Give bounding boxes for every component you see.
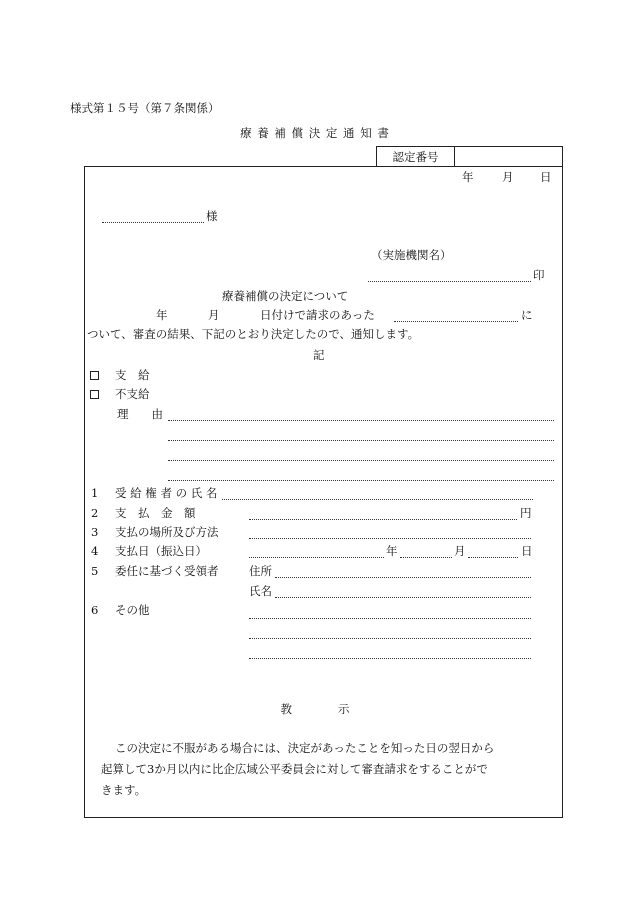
item-number: 6 [91,603,99,617]
item-number: 3 [91,525,99,539]
date-month: 月 [502,170,514,184]
date-year: 年 [462,170,474,184]
payment-date-day: 日 [521,544,533,558]
payment-date-month-field[interactable] [400,557,452,558]
item-label-recipient: 受 給 権 者 の 氏 名 [115,486,218,500]
pay-option-label: 支 給 [115,368,150,382]
reason-line-3[interactable] [168,460,554,461]
reason-line-4[interactable] [168,480,554,481]
other-line-1[interactable] [249,618,531,619]
proxy-address-label: 住所 [249,564,272,578]
subject-line: 療養補償の決定について [222,289,349,303]
cert-number-table [376,146,563,166]
item-number: 5 [91,564,99,578]
payment-date-day-field[interactable] [468,557,518,558]
body-month: 月 [208,308,220,322]
item-number: 4 [91,544,99,558]
payment-date-month: 月 [454,544,466,558]
instruction-heading: 教 示 [280,702,350,716]
reason-line-2[interactable] [168,440,554,441]
body-line1-end: に [521,308,533,322]
item-label-payment-method: 支払の場所及び方法 [115,525,219,539]
payment-method-field[interactable] [249,538,531,539]
document-title: 療 養 補 償 決 定 通 知 書 [240,126,390,140]
instruction-line-3: きます。 [101,783,147,797]
item-number: 1 [91,486,99,500]
instruction-line-2: 起算して3か月以内に比企広域公平委員会に対して審査請求をすることがで [101,762,488,776]
request-subject-field[interactable] [394,321,518,322]
pay-checkbox[interactable] [90,371,99,380]
proxy-name-label: 氏名 [249,584,272,598]
proxy-address-field[interactable] [275,577,531,578]
payment-date-year: 年 [386,544,398,558]
nopay-checkbox[interactable] [90,390,99,399]
ki-marker: 記 [313,348,325,362]
amount-field[interactable] [249,519,517,520]
item-label-proxy: 委任に基づく受領者 [115,564,219,578]
reason-label: 理 由 [117,407,163,421]
cert-number-label: 認定番号 [377,147,455,166]
item-number: 2 [91,506,99,520]
form-number: 様式第１５号（第７条関係） [70,101,220,115]
body-line2: ついて、審査の結果、下記のとおり決定したので、通知します。 [87,327,420,341]
item-label-other: その他 [115,603,150,617]
addressee-name-field[interactable] [102,222,204,223]
other-line-2[interactable] [249,638,531,639]
item-label-amount: 支 払 金 額 [115,506,196,520]
reason-line-1[interactable] [168,420,554,421]
body-year: 年 [156,308,168,322]
instruction-line-1: この決定に不服がある場合には、決定があったことを知った日の翌日から [115,741,495,755]
payment-date-year-field[interactable] [249,557,384,558]
amount-yen-suffix: 円 [520,506,532,520]
addressee-suffix: 様 [206,209,218,223]
nopay-option-label: 不支給 [115,387,150,401]
seal-mark: 印 [533,268,545,282]
item-label-payment-date: 支払日（振込日） [115,544,207,558]
body-request-text: 日付けで請求のあった [260,308,375,322]
proxy-name-field[interactable] [275,597,531,598]
recipient-name-field[interactable] [222,499,533,500]
agency-name-field[interactable] [368,281,531,282]
date-day: 日 [540,170,552,184]
other-line-3[interactable] [249,658,531,659]
agency-name-label: （実施機関名） [371,248,452,262]
